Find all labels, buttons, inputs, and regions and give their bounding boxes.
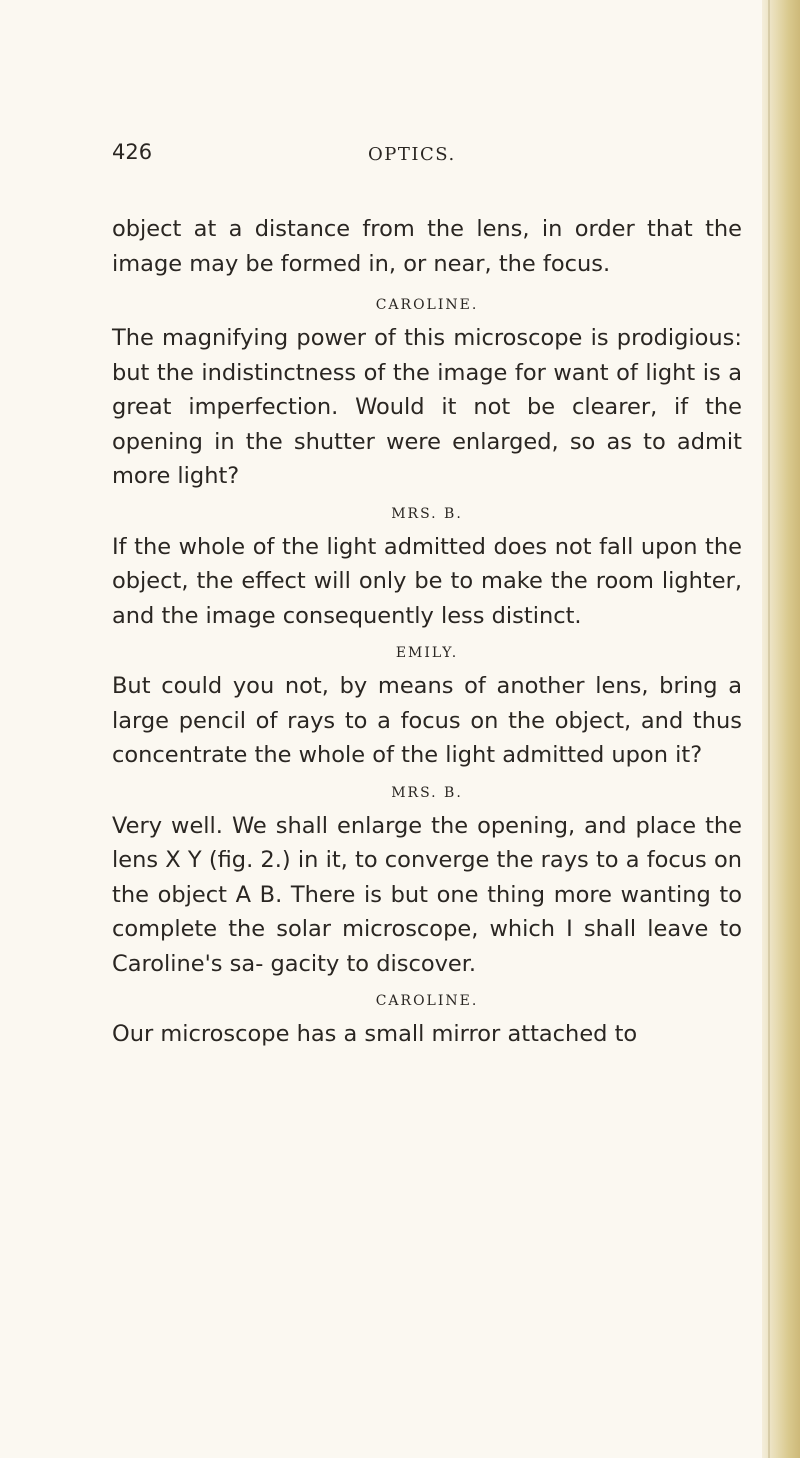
dialogue-section xyxy=(112,783,742,982)
speaker-name: CAROLINE. xyxy=(375,297,479,313)
dialogue-paragraph: The magnifying power of this microscope is prodigious: but the indistinctness of the image for want of light is a great imperfection. Would it not be clearer, if the opening in the shutter were enlarged, so as to admit more light? xyxy=(112,325,742,489)
dialogue-paragraph: Our microscope has a small mirror attached to xyxy=(112,1021,638,1047)
dialogue-paragraph: But could you not, by means of another lens, bring a large pencil of rays to a focus on the object, and thus concentrate the whole of the light admitted upon it? xyxy=(112,673,742,768)
speaker-name: CAROLINE. xyxy=(375,993,479,1009)
page-edge-line xyxy=(768,0,770,1458)
body-text xyxy=(112,212,742,1062)
speaker-name: MRS. B. xyxy=(391,505,463,522)
dialogue-section xyxy=(112,504,742,634)
speaker-name: EMILY. xyxy=(395,645,459,661)
dialogue-paragraph: If the whole of the light admitted does not fall upon the object, the effect will only be to make the room lighter, and the image consequently less distinct. xyxy=(112,533,742,629)
dialogue-section xyxy=(112,643,742,773)
dialogue-section xyxy=(112,295,742,494)
speaker-name: MRS. B. xyxy=(391,784,463,801)
continuation-paragraph: object at a distance from the lens, in order that the image may be formed in, or near, the focus. xyxy=(112,216,742,277)
running-title: OPTICS. xyxy=(368,144,456,165)
page-number: 426 xyxy=(112,140,153,164)
dialogue-section xyxy=(112,991,742,1052)
page-header xyxy=(112,140,752,180)
dialogue-paragraph: Very well. We shall enlarge the opening, and place the lens X Y (fig. 2.) in it, to converge the rays to a focus on the object A B. There is but one thing more wanting to complete the solar microscope, which I shall leave to Caroline's sa- gacity to discover. xyxy=(112,812,742,977)
